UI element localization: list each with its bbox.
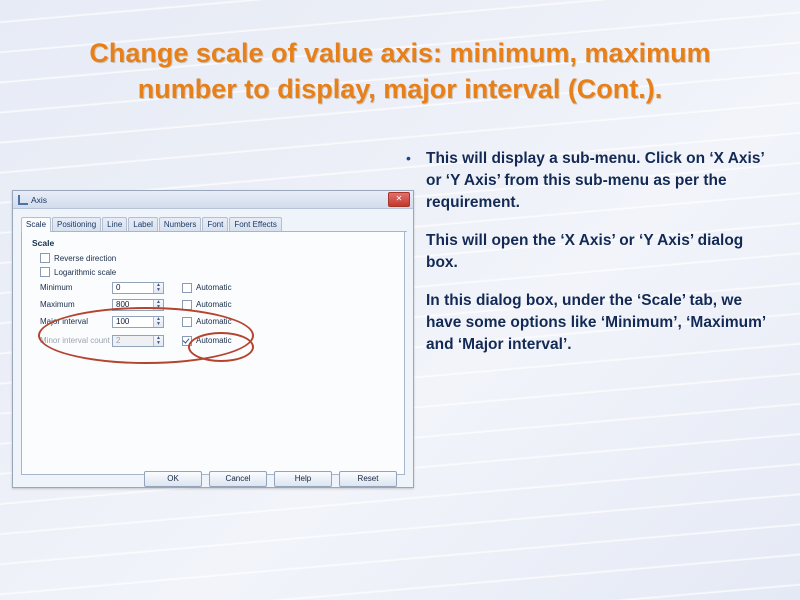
spinner-arrows-icon[interactable] (153, 317, 163, 327)
dialog-title: Axis (31, 194, 48, 205)
logarithmic-scale-checkbox[interactable] (40, 267, 396, 277)
list-item (406, 148, 776, 214)
checkbox-icon (182, 300, 192, 310)
major-interval-row (40, 315, 396, 328)
minimum-automatic-label: Automatic (196, 283, 232, 292)
scale-group-label: Scale (32, 238, 55, 248)
minor-interval-count-row (40, 334, 396, 347)
minimum-label: Minimum (40, 283, 73, 292)
major-interval-automatic-label: Automatic (196, 317, 232, 326)
major-interval-automatic-checkbox[interactable] (182, 317, 232, 327)
reverse-direction-checkbox[interactable] (40, 253, 396, 263)
spinner-down-icon[interactable]: ▼ (156, 286, 161, 293)
tab-label[interactable]: Label (128, 217, 158, 231)
close-icon[interactable]: ✕ (388, 192, 410, 207)
major-interval-input[interactable] (112, 316, 164, 328)
list-item (406, 290, 776, 356)
major-interval-label: Major interval (40, 317, 89, 326)
bullet-text: This will display a sub-menu. Click on ‘X Axis’ or ‘Y Axis’ from this sub-menu as per the requirement. (426, 150, 764, 211)
spinner-up-icon[interactable]: ▲ (156, 298, 161, 305)
help-button[interactable]: Help (274, 471, 332, 487)
logarithmic-scale-label: Logarithmic scale (54, 267, 117, 277)
checkbox-icon (40, 253, 50, 263)
maximum-automatic-label: Automatic (196, 300, 232, 309)
checkbox-icon (40, 267, 50, 277)
bullet-text: This will open the ‘X Axis’ or ‘Y Axis’ dialog box. (426, 232, 744, 271)
bullet-marker-icon: • (406, 150, 411, 166)
bullet-text: In this dialog box, under the ‘Scale’ tab, we have some options like ‘Minimum’, ‘Maximum’ and ‘Major interval’. (426, 292, 766, 353)
ok-button[interactable]: OK (144, 471, 202, 487)
checkbox-icon (182, 336, 192, 346)
reverse-direction-label: Reverse direction (54, 253, 117, 263)
spinner-arrows-icon[interactable] (153, 300, 163, 310)
minor-interval-count-label: Minor interval count (40, 336, 110, 345)
page-title: Change scale of value axis: minimum, maximum number to display, major interval (Cont.). (89, 38, 711, 104)
minor-interval-automatic-checkbox[interactable] (182, 336, 232, 346)
minor-interval-count-value: 2 (116, 336, 121, 345)
minimum-automatic-checkbox[interactable] (182, 283, 232, 293)
maximum-automatic-checkbox[interactable] (182, 300, 232, 310)
spinner-up-icon[interactable]: ▲ (156, 281, 161, 288)
list-item (406, 230, 776, 274)
scale-panel (21, 232, 405, 475)
minimum-row (40, 281, 396, 294)
tab-scale[interactable]: Scale (21, 217, 51, 232)
minor-interval-automatic-label: Automatic (196, 336, 232, 345)
spinner-arrows-icon (153, 336, 163, 346)
spinner-down-icon[interactable]: ▼ (156, 303, 161, 310)
minimum-input[interactable] (112, 282, 164, 294)
spinner-up-icon: ▲ (156, 334, 161, 341)
maximum-input[interactable] (112, 299, 164, 311)
spinner-down-icon[interactable]: ▼ (156, 320, 161, 327)
dialog-buttons (13, 471, 413, 487)
spinner-up-icon[interactable]: ▲ (156, 315, 161, 322)
major-interval-value: 100 (116, 317, 130, 326)
axis-dialog-screenshot (12, 190, 414, 488)
tab-numbers[interactable]: Numbers (159, 217, 201, 231)
axis-icon (17, 194, 28, 205)
minimum-value: 0 (116, 283, 121, 292)
maximum-value: 800 (116, 300, 130, 309)
spinner-arrows-icon[interactable] (153, 283, 163, 293)
dialog-body (13, 209, 413, 488)
maximum-row (40, 298, 396, 311)
checkbox-icon (182, 317, 192, 327)
cancel-button[interactable]: Cancel (209, 471, 267, 487)
tab-positioning[interactable]: Positioning (52, 217, 101, 231)
tab-font[interactable]: Font (202, 217, 228, 231)
tab-line[interactable]: Line (102, 217, 127, 231)
maximum-label: Maximum (40, 300, 75, 309)
reset-button[interactable]: Reset (339, 471, 397, 487)
tab-font-effects[interactable]: Font Effects (229, 217, 282, 231)
dialog-tabs (21, 215, 407, 232)
dialog-titlebar (13, 191, 413, 209)
bullet-list (406, 148, 776, 372)
spinner-down-icon: ▼ (156, 339, 161, 346)
checkbox-icon (182, 283, 192, 293)
minor-interval-count-input (112, 335, 164, 347)
